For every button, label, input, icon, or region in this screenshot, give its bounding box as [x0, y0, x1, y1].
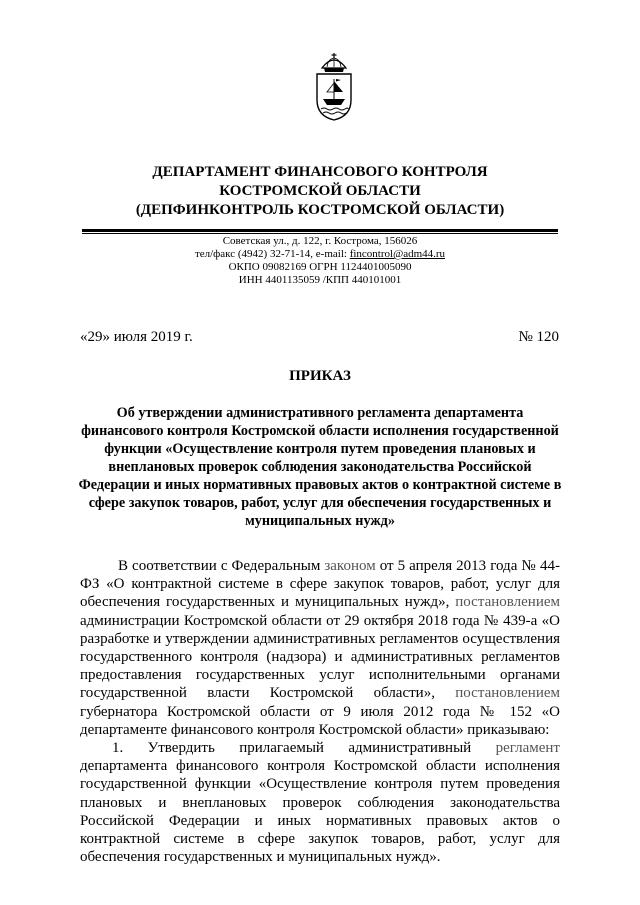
decree-link-2[interactable]: постановлением: [455, 685, 560, 702]
law-link[interactable]: законом: [324, 558, 376, 574]
order-number: № 120: [518, 329, 559, 345]
text-span: 1. Утвердить прилагаемый административный: [112, 740, 496, 757]
contact-block: [160, 235, 480, 287]
phone-email-line: [160, 248, 480, 261]
order-body: [80, 557, 560, 866]
department-line-2: КОСТРОМСКОЙ ОБЛАСТИ: [219, 183, 421, 199]
address: Советская ул., д. 122, г. Кострома, 156026: [222, 235, 418, 247]
header-divider-thin: [82, 233, 558, 234]
paragraph-item-1: [80, 739, 560, 866]
regulation-link[interactable]: регламент: [495, 740, 560, 757]
department-line-1: ДЕПАРТАМЕНТ ФИНАНСОВОГО КОНТРОЛЯ: [152, 164, 488, 180]
decree-link-1[interactable]: постановлением: [455, 594, 560, 611]
email-link[interactable]: fincontrol@adm44.ru: [349, 248, 446, 260]
text-span: администрации Костромской области от 29 октября 2018 года № 439-а «О разработке и утверждении административных регламентов осуществления государственного контроля (надзора) и административных регламентов предоставления государственных услуг исполнительными органами государственной власти Костромской области»,: [80, 612, 560, 702]
document-type-heading: ПРИКАЗ: [289, 368, 351, 384]
text-span: департамента финансового контроля Костромской области исполнения государственной функции «Осуществление контроля путем проведения плановых и внеплановых проверок соблюдения законодательства Российской Федерации и иных нормативных правовых актов о контрактной системе в сфере закупок товаров, работ, услуг для обеспечения государственных и муниципальных нужд».: [80, 758, 560, 866]
text-span: губернатора Костромской области от 9 июля 2012 года № 152 «О департаменте финансового контроля Костромской области» приказываю:: [80, 703, 560, 738]
text-span: В соответствии с Федеральным: [118, 558, 325, 574]
department-name: [80, 163, 560, 220]
department-line-3: (ДЕПФИНКОНТРОЛЬ КОСТРОМСКОЙ ОБЛАСТИ): [135, 202, 505, 218]
okpo-ogrn: ОКПО 09082169 ОГРН 1124401005090: [228, 261, 412, 273]
coat-of-arms-icon: [312, 52, 356, 122]
header-divider-thick: [82, 229, 558, 232]
text-span: от 5 апреля 2013 года № 44-ФЗ «О контрактной системе в сфере закупок товаров, работ, услуг для обеспечения государственных и муниципальных нужд»,: [80, 558, 560, 611]
order-date: «29» июля 2019 г.: [80, 329, 193, 345]
paragraph-preamble: [80, 557, 560, 739]
order-subject: Об утверждении административного регламента департамента финансового контроля Костромской области исполнения государственной функции «Осуществление контроля путем проведения плановых и внеплановых проверок соблюдения законодательства Российской Федерации и иных нормативных правовых актов о контрактной системе в сфере закупок товаров, работ, услуг для обеспечения государственных и муниципальных нужд»: [78, 405, 562, 529]
inn-kpp: ИНН 4401135059 /КПП 440101001: [238, 274, 402, 286]
phone: тел/факс (4942) 32-71-14, e-mail:: [194, 248, 350, 260]
